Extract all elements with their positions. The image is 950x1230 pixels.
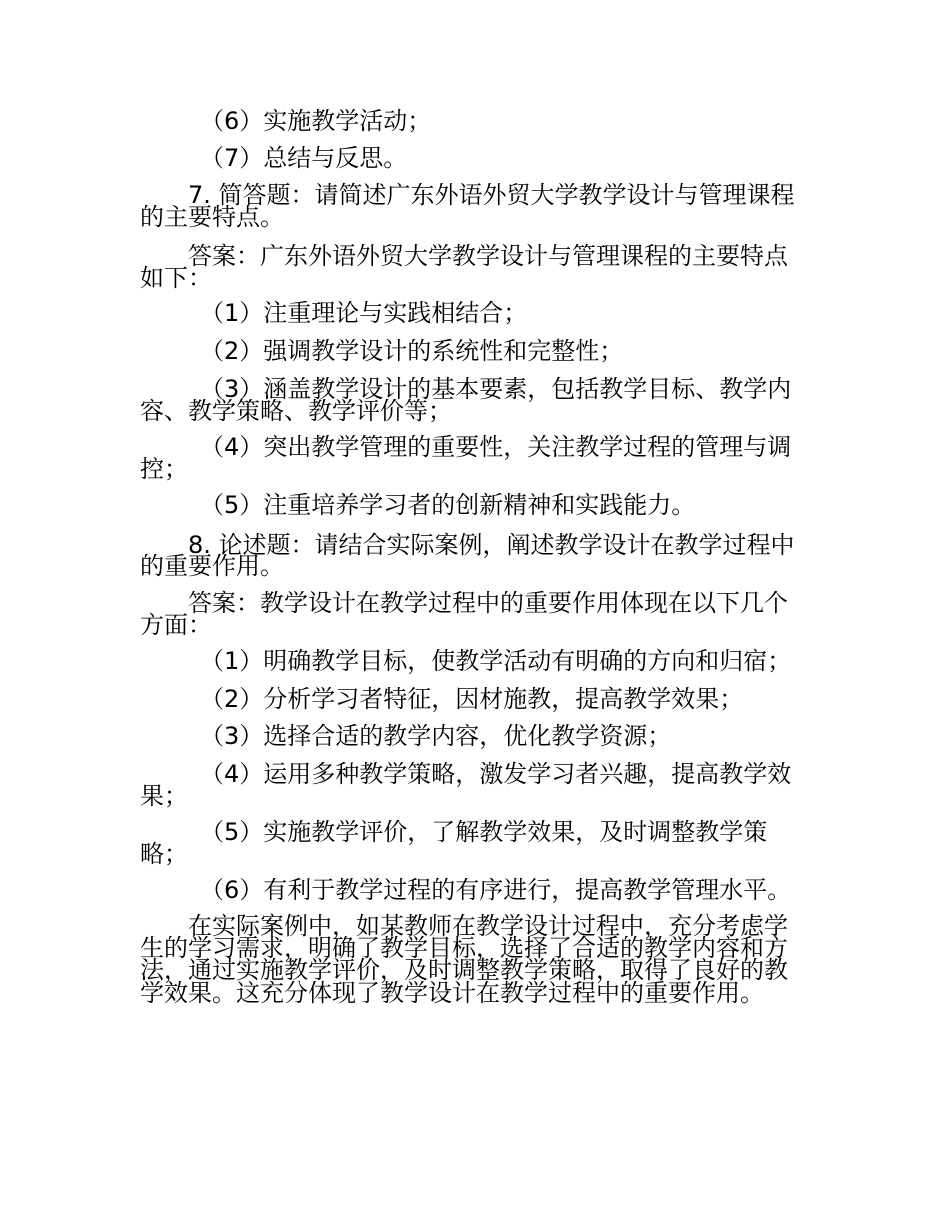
answer-7-line-2: 如下： <box>140 264 212 292</box>
list-item-2: （2）分析学习者特征，因材施教，提高教学效果； <box>200 685 744 713</box>
list-item-3-line-2: 容、教学策略、教学评价等； <box>140 397 452 425</box>
list-item-5: （5）注重培养学习者的创新精神和实践能力。 <box>200 491 696 519</box>
list-item-7: （7）总结与反思。 <box>200 144 408 172</box>
answer-8-line-2: 方面： <box>140 611 212 639</box>
question-7-line-2: 的主要特点。 <box>140 203 284 231</box>
list-item-4-line-2: 果； <box>140 782 188 810</box>
question-8-line-1: 8. 论述题：请结合实际案例，阐述教学设计在教学过程中 <box>188 531 795 559</box>
question-7-line-1: 7. 简答题：请简述广东外语外贸大学教学设计与管理课程 <box>188 181 795 209</box>
list-item-3-line-1: （3）涵盖教学设计的基本要素，包括教学目标、教学内 <box>200 375 792 403</box>
list-item-1: （1）明确教学目标，使教学活动有明确的方向和归宿； <box>200 647 792 675</box>
case-paragraph-line-4: 学效果。这充分体现了教学设计在教学过程中的重要作用。 <box>140 979 764 1007</box>
list-item-6: （6）实施教学活动； <box>200 107 432 135</box>
list-item-2: （2）强调教学设计的系统性和完整性； <box>200 337 624 365</box>
list-item-4-line-2: 控； <box>140 455 188 483</box>
case-paragraph-line-3: 法，通过实施教学评价，及时调整教学策略，取得了良好的教 <box>140 956 788 984</box>
list-item-6: （6）有利于教学过程的有序进行，提高教学管理水平。 <box>200 876 792 904</box>
list-item-5-line-2: 略； <box>140 840 188 868</box>
case-paragraph-line-1: 在实际案例中，如某教师在教学设计过程中，充分考虑学 <box>188 912 788 940</box>
list-item-5-line-1: （5）实施教学评价，了解教学效果，及时调整教学策 <box>200 818 768 846</box>
answer-7-line-1: 答案：广东外语外贸大学教学设计与管理课程的主要特点 <box>188 242 788 270</box>
answer-8-line-1: 答案：教学设计在教学过程中的重要作用体现在以下几个 <box>188 589 788 617</box>
list-item-4-line-1: （4）运用多种教学策略，激发学习者兴趣，提高教学效 <box>200 760 792 788</box>
question-8-line-2: 的重要作用。 <box>140 552 284 580</box>
case-paragraph-line-2: 生的学习需求，明确了教学目标，选择了合适的教学内容和方 <box>140 934 788 962</box>
list-item-3: （3）选择合适的教学内容，优化教学资源； <box>200 722 672 750</box>
list-item-1: （1）注重理论与实践相结合； <box>200 299 528 327</box>
list-item-4-line-1: （4）突出教学管理的重要性，关注教学过程的管理与调 <box>200 433 792 461</box>
